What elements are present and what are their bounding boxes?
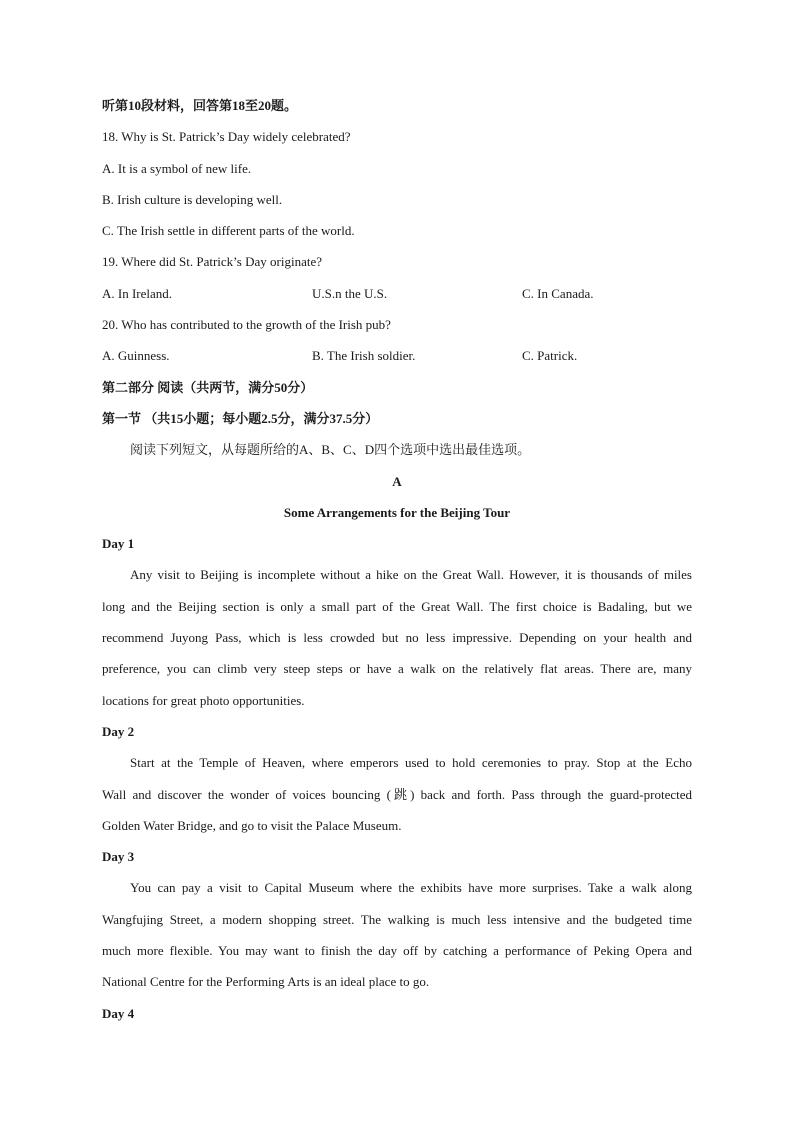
question-20: 20. Who has contributed to the growth of the Irish pub? <box>102 317 391 333</box>
exam-page <box>102 96 692 1035</box>
passage-label: A <box>392 473 402 489</box>
day3-label: Day 3 <box>102 849 135 865</box>
q20-option-b: B. The Irish soldier. <box>312 348 416 364</box>
day4-label: Day 4 <box>102 1005 135 1021</box>
q19-option-c: C. In Canada. <box>522 285 594 301</box>
question-18: 18. Why is St. Patrick’s Day widely celebrated? <box>102 129 351 145</box>
day3-line-2: Wangfujing Street, a modern shopping street. The walking is much less intensive and the budgeted time <box>102 911 692 927</box>
day1-line-4: preference, you can climb very steep steps or have a walk on the relatively flat areas. There are, many <box>102 661 692 677</box>
day2-line-1: Start at the Temple of Heaven, where emperors used to hold ceremonies to pray. Stop at the Echo <box>130 755 692 771</box>
day1-line-2: long and the Beijing section is only a small part of the Great Wall. The first choice is Badaling, but we <box>102 598 692 614</box>
day3-line-1: You can pay a visit to Capital Museum where the exhibits have more surprises. Take a walk along <box>130 880 692 896</box>
part2-heading: 第二部分 阅读（共两节，满分50分） <box>102 379 314 395</box>
day1-line-3: recommend Juyong Pass, which is less crowded but no less impressive. Depending on your health and <box>102 630 692 646</box>
day2-line-3: Golden Water Bridge, and go to visit the Palace Museum. <box>102 817 402 833</box>
q18-option-b: B. Irish culture is developing well. <box>102 191 283 207</box>
q19-options <box>102 284 692 315</box>
day2-line-2: Wall and discover the wonder of voices bouncing (跳) back and forth. Pass through the guard-protected <box>102 786 692 802</box>
q20-option-a: A. Guinness. <box>102 348 170 364</box>
q20-option-c: C. Patrick. <box>522 348 578 364</box>
q18-option-a: A. It is a symbol of new life. <box>102 160 252 176</box>
day1-label: Day 1 <box>102 536 135 552</box>
day1-line-5: locations for great photo opportunities. <box>102 692 305 708</box>
section10-heading: 听第10段材料，回答第18至20题。 <box>102 98 298 113</box>
q20-options <box>102 346 692 377</box>
q19-option-a: A. In Ireland. <box>102 285 173 301</box>
day3-line-3: much more flexible. You may want to finish the day off by catching a performance of Peking Opera and <box>102 943 692 959</box>
reading-instruction: 阅读下列短文，从每题所给的A、B、C、D四个选项中选出最佳选项。 <box>130 442 531 458</box>
passage-title: Some Arrangements for the Beijing Tour <box>283 504 511 520</box>
question-19: 19. Where did St. Patrick’s Day originate? <box>102 254 322 270</box>
day1-line-1: Any visit to Beijing is incomplete without a hike on the Great Wall. However, it is thousands of miles <box>130 567 692 583</box>
day2-label: Day 2 <box>102 723 135 739</box>
day3-line-4: National Centre for the Performing Arts is an ideal place to go. <box>102 974 430 990</box>
q18-option-c: C. The Irish settle in different parts of the world. <box>102 223 355 239</box>
q19-option-b: U.S.n the U.S. <box>312 285 388 301</box>
part2-section1-heading: 第一节 （共15小题；每小题2.5分，满分37.5分） <box>102 410 379 426</box>
